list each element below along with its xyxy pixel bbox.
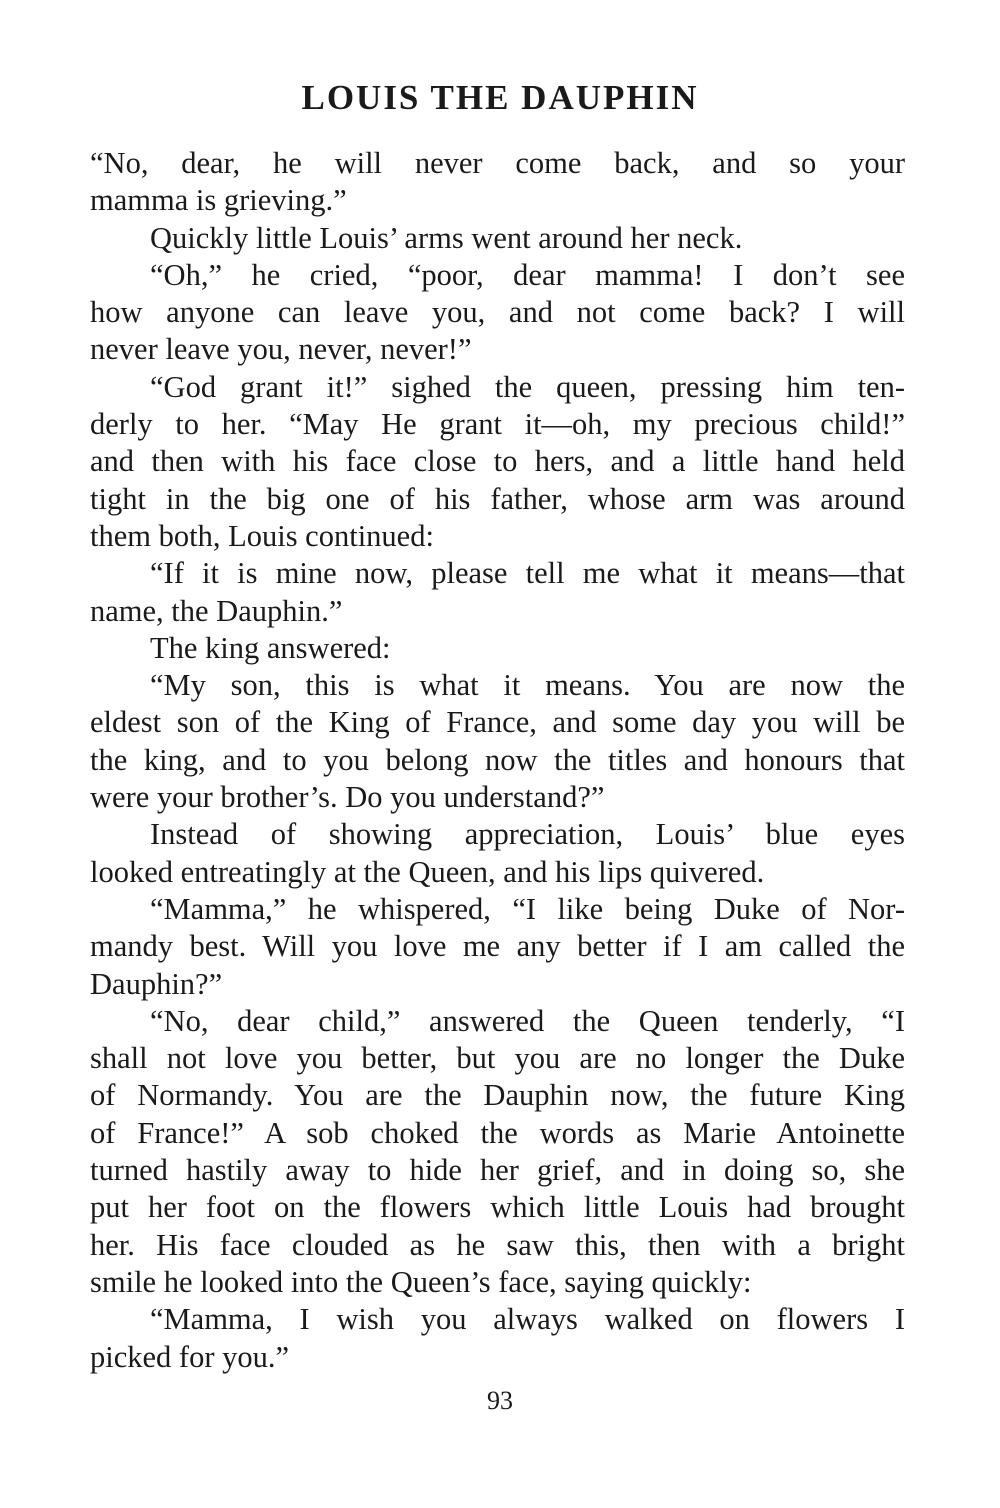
- body-text: [90, 145, 905, 1376]
- running-head: LOUIS THE DAUPHIN: [301, 78, 699, 117]
- text-line: Instead of showing appreciation, Louis’ blue eyes: [150, 817, 905, 852]
- text-line: “If it is mine now, please tell me what it means—that: [150, 556, 905, 591]
- text-line: never leave you, never, never!”: [90, 332, 472, 367]
- text-line: looked entreatingly at the Queen, and his lips quivered.: [90, 854, 765, 889]
- text-line: “No, dear child,” answered the Queen tenderly, “I: [150, 1003, 905, 1038]
- text-line: name, the Dauphin.”: [90, 593, 343, 628]
- text-line: “God grant it!” sighed the queen, pressing him ten-: [150, 369, 905, 404]
- text-line: “My son, this is what it means. You are now the: [150, 668, 905, 703]
- text-line: Dauphin?”: [90, 966, 223, 1001]
- text-line: shall not love you better, but you are no longer the Duke: [90, 1041, 905, 1076]
- text-line: smile he looked into the Queen’s face, saying quickly:: [90, 1264, 752, 1299]
- text-line: turned hastily away to hide her grief, and in doing so, she: [90, 1153, 905, 1188]
- text-line: them both, Louis continued:: [90, 518, 434, 553]
- text-line: tight in the big one of his father, whose arm was around: [90, 481, 905, 516]
- text-line: “No, dear, he will never come back, and so your: [90, 146, 905, 180]
- text-line: Quickly little Louis’ arms went around her neck.: [150, 220, 743, 255]
- text-line: put her foot on the flowers which little Louis had brought: [90, 1190, 905, 1225]
- text-line: “Mamma, I wish you always walked on flowers I: [150, 1302, 905, 1337]
- text-line: picked for you.”: [90, 1339, 290, 1374]
- text-line: and then with his face close to hers, and a little hand held: [90, 444, 905, 479]
- text-line: “Mamma,” he whispered, “I like being Duke of Nor-: [150, 891, 905, 926]
- text-line: “Oh,” he cried, “poor, dear mamma! I don’t see: [150, 257, 905, 292]
- text-line: derly to her. “May He grant it—oh, my precious child!”: [90, 407, 905, 442]
- page-number: 93: [487, 1386, 513, 1415]
- text-line: of Normandy. You are the Dauphin now, the future King: [90, 1078, 905, 1113]
- text-line: of France!” A sob choked the words as Marie Antoinette: [90, 1115, 905, 1150]
- text-line: the king, and to you belong now the titles and honours that: [90, 742, 905, 777]
- text-line: were your brother’s. Do you understand?”: [90, 780, 605, 815]
- text-line: eldest son of the King of France, and some day you will be: [90, 705, 905, 740]
- text-line: mamma is grieving.”: [90, 183, 347, 218]
- text-line: how anyone can leave you, and not come back? I will: [90, 295, 905, 330]
- text-line: The king answered:: [150, 630, 391, 665]
- text-line: her. His face clouded as he saw this, then with a bright: [90, 1227, 905, 1262]
- text-line: mandy best. Will you love me any better if I am called the: [90, 929, 905, 964]
